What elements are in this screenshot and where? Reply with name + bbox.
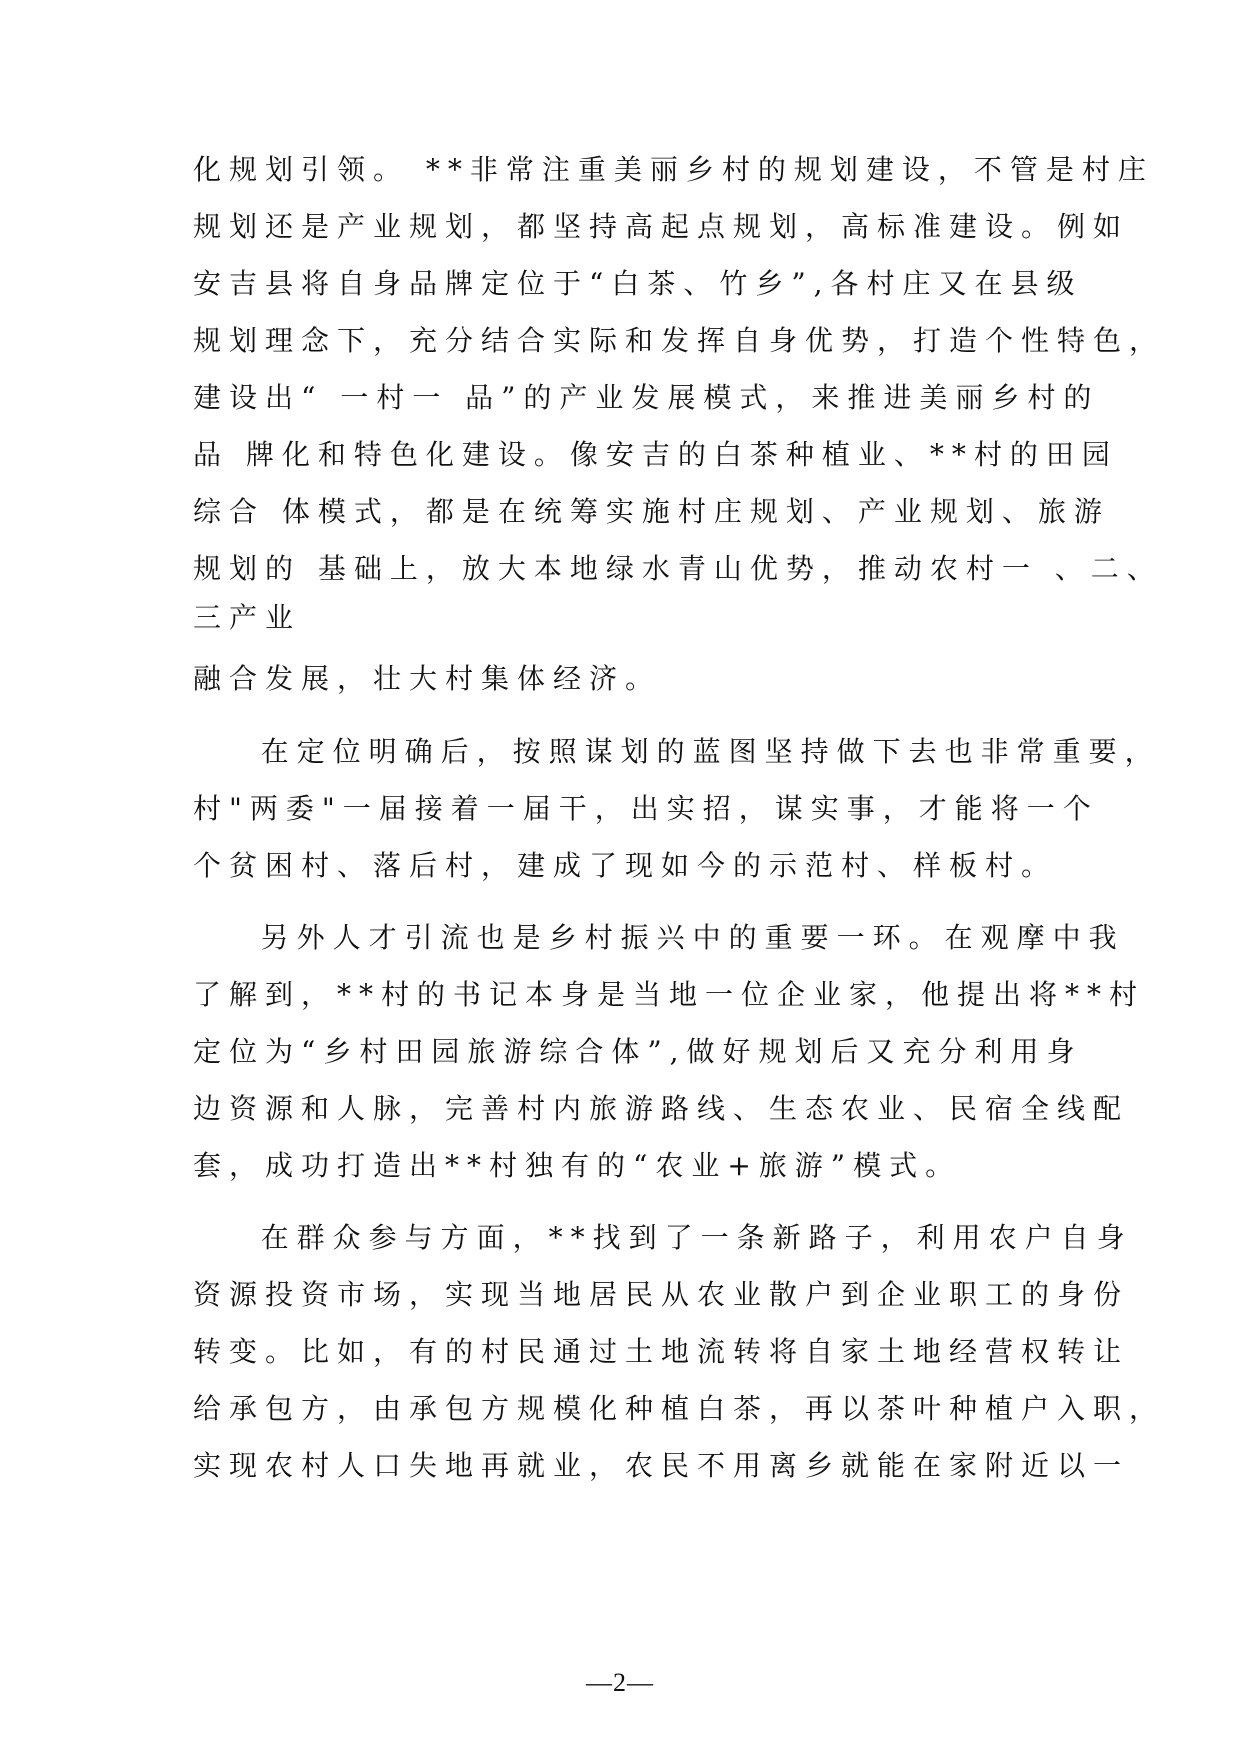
text-line: 边资源和人脉，完善村内旅游路线、生态农业、民宿全线配: [193, 1092, 1130, 1125]
text-line: 村"两委"一届接着一届干，出实招，谋实事，才能将一个: [193, 792, 1099, 825]
text-line: 在定位明确后，按照谋划的蓝图坚持做下去也非常重要，: [193, 735, 1161, 768]
text-line: 建设出“ 一村一 品”的产业发展模式，来推进美丽乡村的: [193, 381, 1100, 414]
text-line: 转变。比如，有的村民通过土地流转将自家土地经营权转让: [193, 1335, 1130, 1368]
text-line: 品 牌化和特色化建设。像安吉的白茶种植业、**村的田园: [193, 438, 1118, 471]
text-line: 资源投资市场，实现当地居民从农业散户到企业职工的身份: [193, 1278, 1130, 1311]
page-number: —2—: [586, 1668, 654, 1697]
text-line: 规划理念下，充分结合实际和发挥自身优势，打造个性特色，: [193, 324, 1166, 357]
text-line: 安吉县将自身品牌定位于“白茶、竹乡”,各村庄又在县级: [193, 267, 1083, 300]
text-line: 化规划引领。 **非常注重美丽乡村的规划建设，不管是村庄: [193, 153, 1154, 186]
text-line: 定位为“乡村田园旅游综合体”,做好规划后又充分利用身: [193, 1035, 1083, 1068]
text-line: 融合发展，壮大村集体经济。: [193, 662, 662, 695]
text-line: 另外人才引流也是乡村振兴中的重要一环。在观摩中我: [193, 921, 1125, 954]
text-line: 个贫困村、落后村，建成了现如今的示范村、样板村。: [193, 849, 1058, 882]
text-line: 实现农村人口失地再就业，农民不用离乡就能在家附近以一: [193, 1449, 1130, 1482]
text-line: 了解到，**村的书记本身是当地一位企业家，他提出将**村: [193, 978, 1146, 1011]
text-line: 规划的 基础上，放大本地绿水青山优势，推动农村一 、二、: [193, 552, 1163, 585]
text-line: 在群众参与方面，**找到了一条新路子，利用农户自身: [193, 1221, 1133, 1254]
text-line: 三产业: [193, 601, 302, 634]
text-line: 套，成功打造出**村独有的“农业+旅游”模式。: [193, 1149, 962, 1182]
text-line: 综合 体模式，都是在统筹实施村庄规划、产业规划、旅游: [193, 495, 1110, 528]
text-line: 给承包方，由承包方规模化种植白茶，再以茶叶种植户入职，: [193, 1392, 1166, 1425]
text-line: 规划还是产业规划，都坚持高起点规划，高标准建设。例如: [193, 210, 1130, 243]
